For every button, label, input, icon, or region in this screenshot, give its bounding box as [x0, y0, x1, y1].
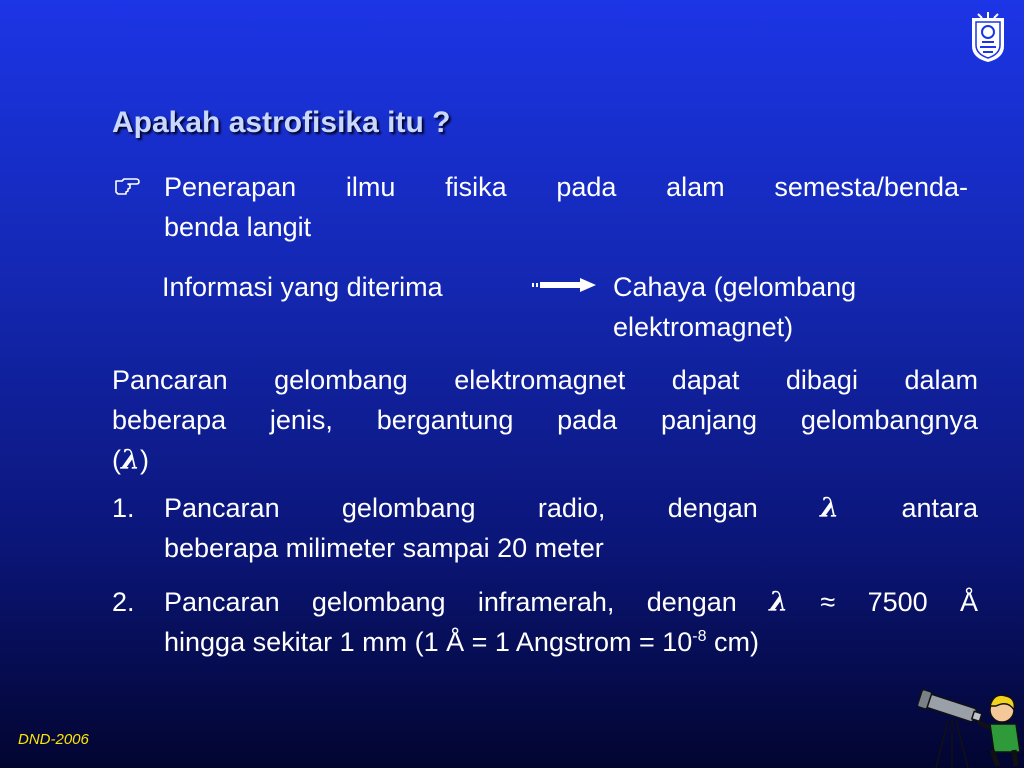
item-2-text-d: cm): [706, 627, 759, 657]
bullet-line-1: Penerapan ilmu fisika pada alam semesta/benda-: [164, 172, 968, 202]
paragraph-line-2: beberapa jenis, bergantung pada panjang gelombangnya: [112, 405, 978, 435]
item-1-number: 1.: [112, 493, 135, 523]
slide-title: Apakah astrofisika itu ?: [112, 106, 451, 139]
item-2-number: 2.: [112, 587, 135, 617]
item-1-text-a: Pancaran gelombang radio, dengan: [164, 493, 758, 523]
info-result-line-2: elektromagnet): [613, 312, 794, 342]
lambda-symbol: λ: [769, 587, 789, 618]
telescope-boy-icon: [918, 680, 1024, 768]
item-2-text-a: Pancaran gelombang inframerah, dengan: [164, 587, 737, 617]
close-paren: ): [139, 445, 149, 475]
info-result-line-1: Cahaya (gelombang: [613, 272, 857, 302]
university-seal-icon: [968, 12, 1008, 64]
paragraph-line-1: Pancaran gelombang elektromagnet dapat dibagi dalam: [112, 365, 978, 395]
item-1-text-b: antara: [901, 493, 978, 523]
paragraph-line-3: [112, 441, 149, 480]
lambda-symbol: λ: [121, 445, 140, 476]
open-paren: (: [112, 445, 121, 475]
info-label: Informasi yang diterima: [162, 272, 443, 302]
exponent: -8: [692, 628, 707, 645]
right-arrow-icon: [532, 278, 596, 292]
item-2-line-2: [164, 623, 759, 661]
footer-label: DND-2006: [18, 731, 89, 748]
item-2-line-1: [164, 583, 978, 622]
item-2-text-c: hingga sekitar 1 mm (1 Å = 1 Angstrom = 10: [164, 627, 693, 657]
pointing-hand-icon: [114, 176, 140, 196]
lambda-symbol: λ: [820, 493, 840, 524]
item-2-text-b: ≈ 7500 Å: [820, 587, 978, 617]
bullet-line-2: benda langit: [164, 212, 312, 242]
item-1-line-1: [164, 489, 978, 528]
item-1-line-2: beberapa milimeter sampai 20 meter: [164, 533, 604, 563]
